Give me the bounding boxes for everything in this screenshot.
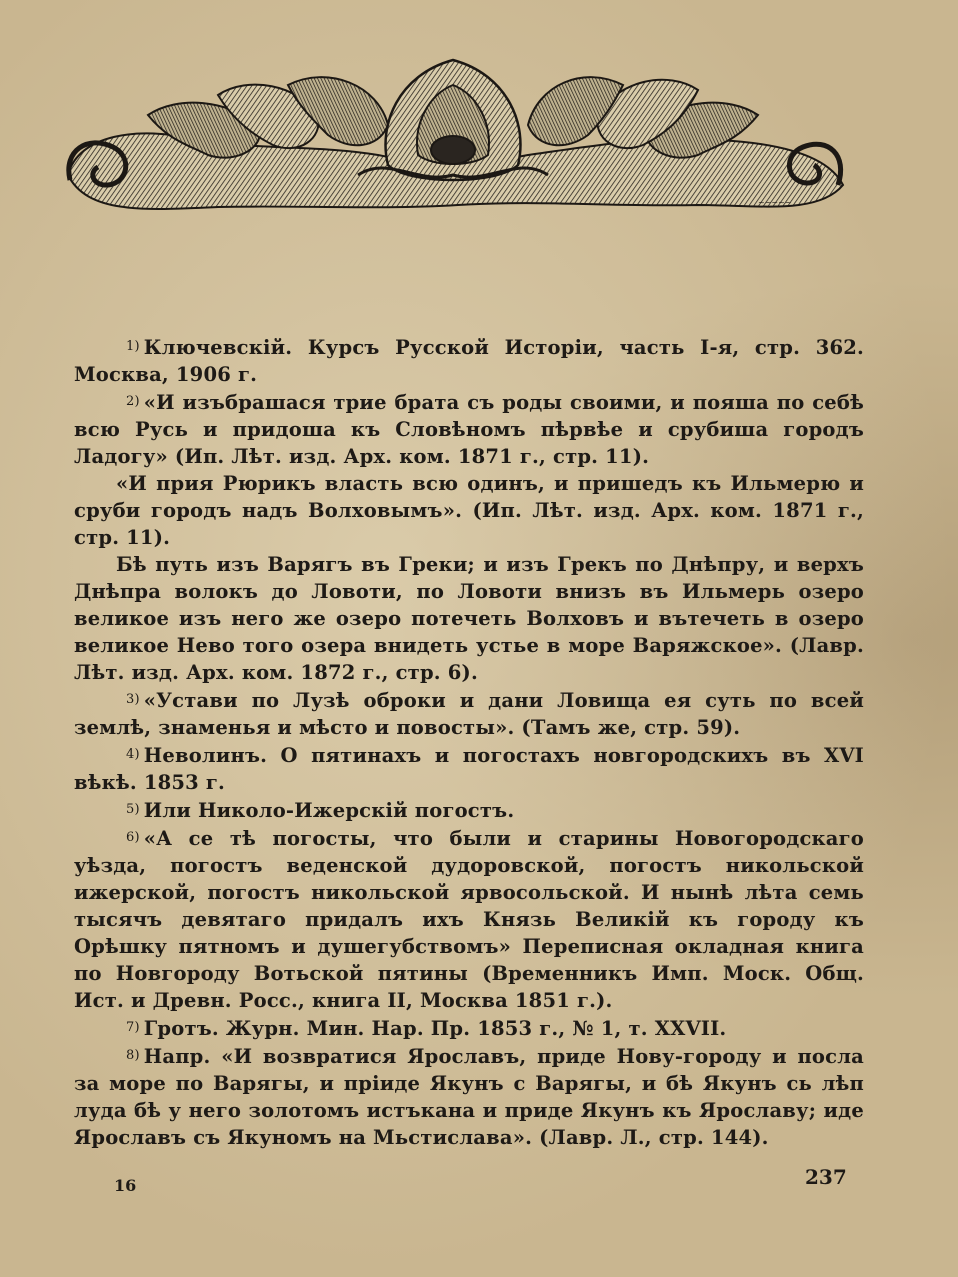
footnote-8 [74,1042,864,1151]
footnote-text: Неволинъ. О пятинахъ и погостахъ новгородскихъ въ XVI вѣкѣ. 1853 г. [74,744,864,794]
footnote-text: Или Николо-Ижерскій погостъ. [143,799,515,822]
footnote-text: Напр. «И возвратися Ярославъ, приде Нову-городу и посла за море по Варягы, и пріиде Якунъ с Варягы, и бѣ Якунъ сь лѣп луда бѣ у него золотомъ истъкана и приде Якунъ къ Ярославу; иде Ярославъ съ Якуномъ на Мьстислава». (Лавр. Л., стр. 144). [74,1045,864,1149]
footnote-marker: 8) [126,1048,140,1063]
footnote-2-quote-b [74,551,864,686]
footnote-text: «И прия Рюрикъ власть всю одинъ, и пришедъ къ Ильмерю и сруби городъ надъ Волховымъ». (Ип. Лѣт. изд. Арх. ком. 1871 г., стр. 11). [74,472,864,549]
footnote-text: Бѣ путь изъ Варягъ въ Греки; и изъ Грекъ по Днѣпру, и верхъ Днѣпра волокъ до Ловоти, по Ловоти внизъ въ Ильмерь озеро великое изъ него же озеро потечеть Волховъ и вътечеть в озеро великое Нево того озера внидеть устье в море Варяжское». (Лавр. Лѣт. изд. Арх. ком. 1872 г., стр. 6). [74,553,864,684]
signature-mark: 16 [114,1176,137,1195]
acanthus-ornament-icon [58,55,848,225]
footnote-text: «Устави по Лузѣ оброки и дани Ловища ея суть по всей землѣ, знаменья и мѣсто и повосты». (Тамъ же, стр. 59). [74,689,864,739]
footnote-6 [74,824,864,1014]
footnote-marker: 6) [126,830,140,845]
footnote-4 [74,741,864,796]
footnote-2 [74,388,864,470]
footnote-text: «А се тѣ погосты, что были и старины Новогородскаго уѣзда, погостъ веденской дудоровской, погостъ никольской ижерской, погостъ никольской ярвосольской. И нынѣ лѣта семь тысячъ девятаго придалъ ихъ Князь Великій къ городу къ Орѣшку пятномъ и душегубствомъ» Переписная окладная книга по Новгороду Вотьской пятины (Временникъ Имп. Моск. Общ. Ист. и Древн. Росс., книга II, Москва 1851 г.). [74,827,864,1012]
footnote-marker: 5) [126,802,140,817]
page-number: 237 [805,1165,847,1189]
footnote-text: Ключевскій. Курсъ Русской Исторіи, часть І-я, стр. 362. Москва, 1906 г. [74,336,864,386]
footnotes [74,333,864,1151]
footnote-marker: 7) [126,1020,140,1035]
footnote-marker: 1) [126,339,140,354]
footnote-marker: 2) [126,394,140,409]
footnote-5 [74,796,864,824]
footnote-2-quote-a [74,470,864,551]
signature-icon: ~~~~~ [758,198,792,207]
footnote-3 [74,686,864,741]
footnote-1 [74,333,864,388]
footnote-text: «И изъбрашася трие брата съ роды своими, и пояша по себѣ всю Русь и придоша къ Словѣномъ пѣрвѣе и срубиша городъ Ладогу» (Ип. Лѣт. изд. Арх. ком. 1871 г., стр. 11). [74,391,864,468]
footnote-marker: 4) [126,747,140,762]
footnote-text: Гротъ. Журн. Мин. Нар. Пр. 1853 г., № 1, т. XXVII. [143,1017,727,1040]
footnote-marker: 3) [126,692,140,707]
footnote-7 [74,1014,864,1042]
